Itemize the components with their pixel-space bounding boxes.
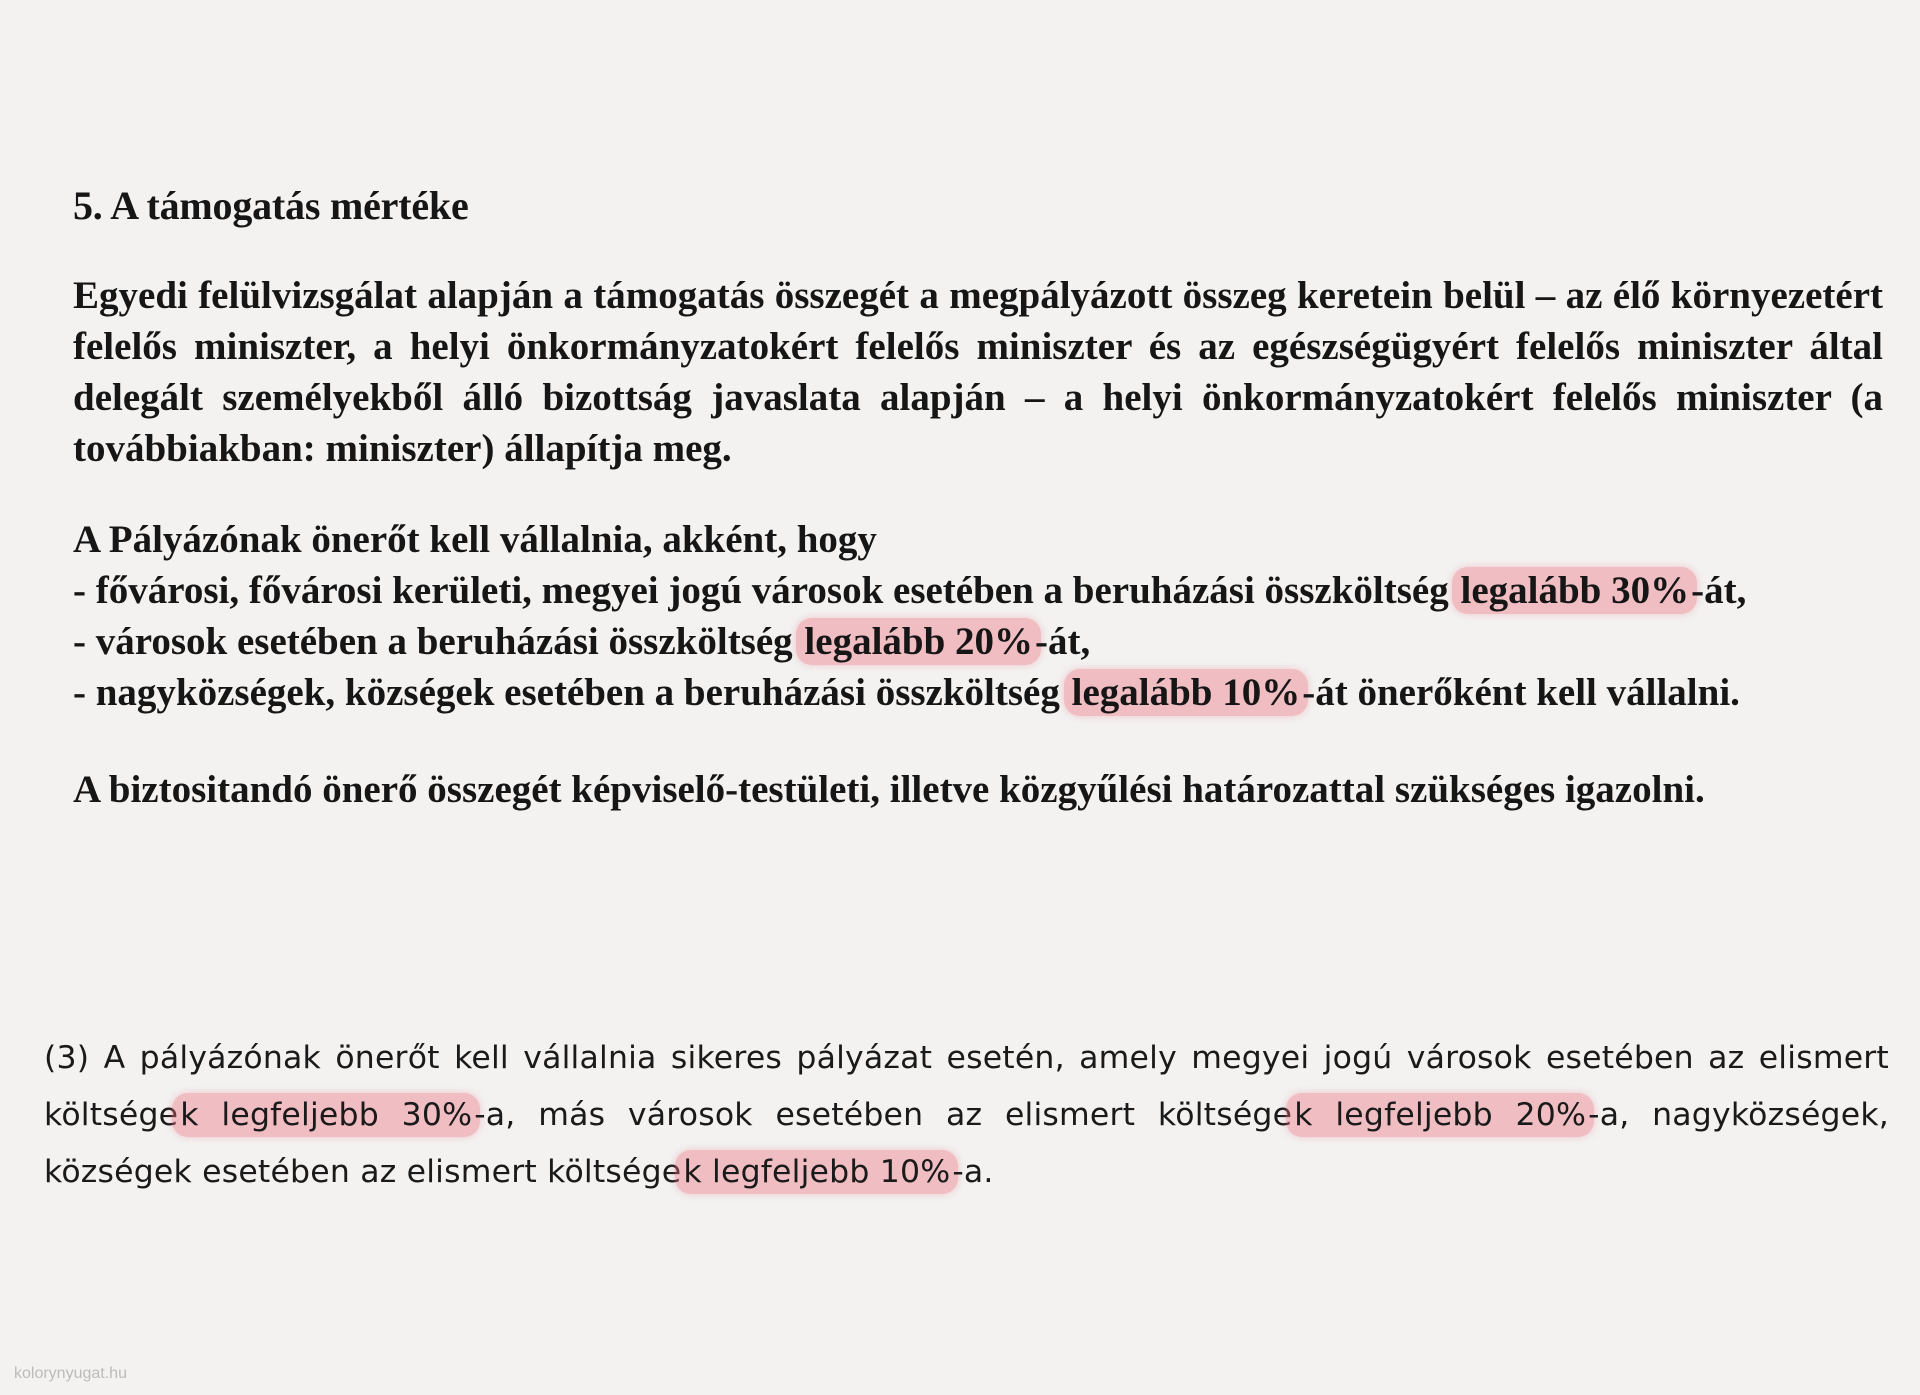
own-contribution-intro: A Pályázónak önerőt kell vállalnia, akként, hogy [73, 518, 877, 561]
highlight-marker: legalább 30% [1452, 567, 1697, 614]
highlight-marker: legalább 20% [796, 618, 1041, 665]
highlight-marker: legalább 10% [1064, 669, 1309, 716]
highlight-marker: k legfeljebb 30% [172, 1093, 480, 1137]
list-item-text: - városok esetében a beruházási összköltség [73, 620, 803, 663]
list-item-suffix: -át önerőként kell vállalni. [1302, 671, 1740, 714]
clause-text: -a. [952, 1154, 994, 1190]
paragraph-support-amount: Egyedi felülvizsgálat alapján a támogatás összegét a megpályázott összeg keretein belül – az élő környezetért felelős miniszter, a helyi önkormányzatokért felelős miniszter és az egészségügyért felelős miniszter által delegált személyekből álló bizottság javaslata alapján – a helyi önkormányzatokért felelős miniszter (a továbbiakban: miniszter) állapítja meg. [73, 274, 1883, 470]
list-item-text: - fővárosi, fővárosi kerületi, megyei jogú városok esetében a beruházási összköltség [73, 569, 1459, 612]
clause-text: -a, nagyközségek, községek esetében az elismert költsége [44, 1097, 1889, 1190]
paragraph-proof-requirement: A biztositandó önerő összegét képviselő-testületi, illetve közgyűlési határozattal szükséges igazolni. [73, 768, 1705, 811]
list-item-suffix: -át, [1691, 569, 1747, 612]
section-heading: 5. A támogatás mértéke [73, 183, 469, 228]
paragraph-own-contribution [73, 514, 1883, 718]
highlight-marker: k legfeljebb 20% [1286, 1093, 1594, 1137]
highlight-marker: k legfeljebb 10% [675, 1150, 958, 1194]
list-item-villages [73, 667, 1883, 718]
list-item-towns [73, 616, 1883, 667]
clause-3-paragraph [44, 1030, 1889, 1201]
source-watermark: kolorynyugat.hu [14, 1365, 127, 1382]
clause-text: (3) A pályázónak önerőt kell vállalnia sikeres pályázat esetén, amely megyei jogú városok esetében az elismert költsége [44, 1040, 1889, 1133]
list-item-suffix: -át, [1035, 620, 1091, 663]
list-item-text: - nagyközségek, községek esetében a beruházási összköltség [73, 671, 1070, 714]
clause-text: -a, más városok esetében az elismert költsége [474, 1097, 1293, 1133]
list-item-capital-cities [73, 565, 1883, 616]
document-upper-section [73, 178, 1883, 815]
